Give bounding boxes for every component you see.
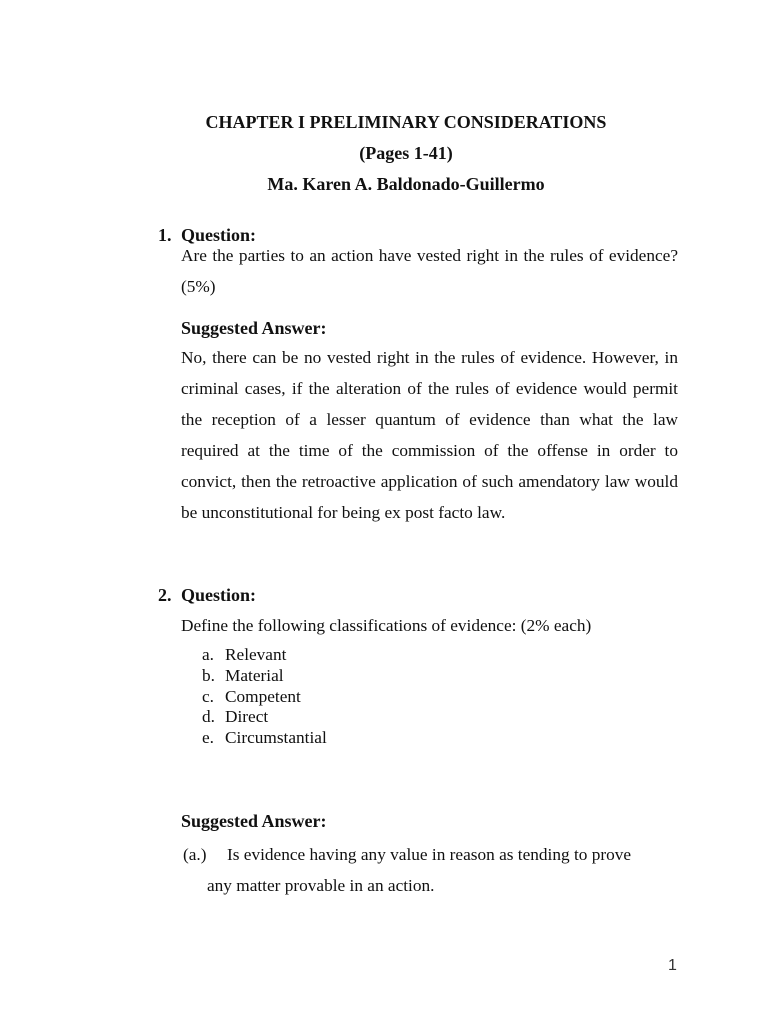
list-item-text: Relevant: [225, 645, 287, 664]
page-range: (Pages 1-41): [359, 143, 453, 163]
list-item-text: Circumstantial: [225, 728, 327, 748]
answer-2a: [183, 839, 631, 901]
list-item: [202, 645, 327, 666]
list-item-marker: e.: [202, 728, 214, 748]
classification-list: [202, 645, 327, 749]
list-item-marker: b.: [202, 665, 215, 685]
question-1-text: Are the parties to an action have vested right in the rules of evidence? (5%): [181, 246, 678, 296]
answer-1-label: Suggested Answer:: [181, 318, 327, 338]
list-item-text: Material: [225, 665, 284, 685]
list-item: [202, 728, 327, 749]
answer-2a-line-2: any matter provable in an action.: [207, 876, 435, 895]
answer-1-text: No, there can be no vested right in the rules of evidence. However, in criminal cases, if the alteration of the rules of evidence would permit the reception of a lesser quantum of evidence than what the law required at the time of the commission of the offense in order to convict, then the retroactive application of such amendatory law would be unconstitutional for being ex post facto law.: [181, 348, 678, 522]
list-item-marker: a.: [202, 645, 214, 664]
list-item-text: Competent: [225, 686, 301, 706]
author-name: Ma. Karen A. Baldonado-Guillermo: [267, 174, 545, 194]
list-item-marker: d.: [202, 707, 215, 727]
question-1-label: Question:: [181, 225, 257, 245]
answer-2a-marker: (a.): [183, 845, 207, 864]
question-2-label: Question:: [181, 585, 257, 605]
list-item: [202, 666, 327, 687]
list-item-marker: c.: [202, 686, 214, 706]
page-number: 1: [668, 957, 677, 974]
question-2-number: 2.: [158, 585, 172, 605]
list-item-text: Direct: [225, 707, 269, 727]
list-item: [202, 707, 327, 728]
answer-2-label: Suggested Answer:: [181, 811, 327, 831]
list-item: [202, 687, 327, 708]
question-1-number: 1.: [158, 225, 172, 245]
question-2-text: Define the following classifications of evidence: (2% each): [181, 616, 592, 635]
chapter-title: CHAPTER I PRELIMINARY CONSIDERATIONS: [205, 112, 607, 132]
answer-2a-line-1: Is evidence having any value in reason as tending to prove: [227, 845, 632, 864]
